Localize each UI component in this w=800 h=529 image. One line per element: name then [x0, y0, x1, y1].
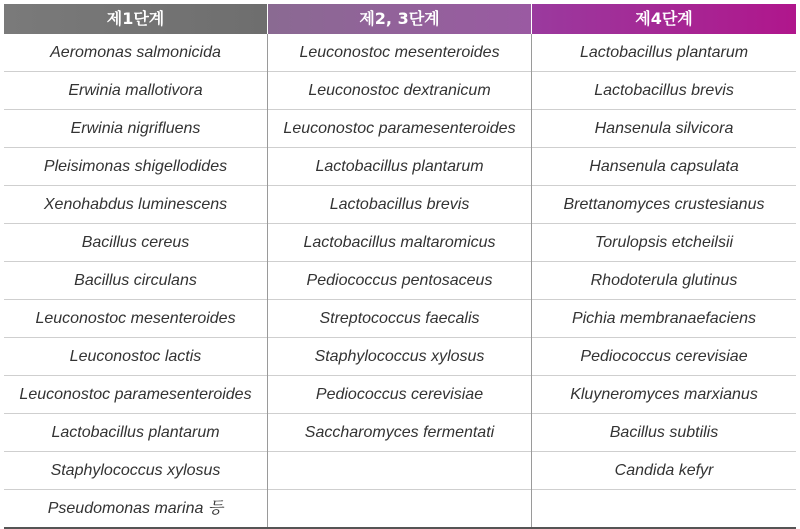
table-cell: Hansenula capsulata [532, 148, 796, 186]
table-cell: Pediococcus cerevisiae [268, 376, 531, 414]
table-cell: Lactobacillus plantarum [268, 148, 531, 186]
table-cell: Bacillus circulans [4, 262, 267, 300]
table-cell: Rhodoterula glutinus [532, 262, 796, 300]
table-cell: Bacillus subtilis [532, 414, 796, 452]
table-cell: Pleisimonas shigellodides [4, 148, 267, 186]
table-cell: Staphylococcus xylosus [4, 452, 267, 490]
table-body [4, 34, 796, 529]
table-cell: Candida kefyr [532, 452, 796, 490]
table-cell: Leuconostoc lactis [4, 338, 267, 376]
table-cell [532, 490, 796, 527]
column-stage-1 [4, 34, 268, 527]
table-cell: Saccharomyces fermentati [268, 414, 531, 452]
table-cell: Lactobacillus plantarum [532, 34, 796, 72]
table-cell: Aeromonas salmonicida [4, 34, 267, 72]
table-cell: Leuconostoc paramesenteroides [268, 110, 531, 148]
table-cell: Bacillus cereus [4, 224, 267, 262]
table-cell: Leuconostoc mesenteroides [268, 34, 531, 72]
table-cell: Lactobacillus plantarum [4, 414, 267, 452]
header-stage-4: 제4단계 [532, 4, 796, 34]
table-cell [268, 452, 531, 490]
column-stage-2-3 [268, 34, 532, 527]
table-cell: Pseudomonas marina 등 [47, 500, 224, 517]
header-stage-1: 제1단계 [4, 4, 268, 34]
table-cell: Lactobacillus brevis [532, 72, 796, 110]
table-cell: Streptococcus faecalis [268, 300, 531, 338]
table-cell: Leuconostoc mesenteroides [4, 300, 267, 338]
table-cell: Staphylococcus xylosus [268, 338, 531, 376]
table-cell: Brettanomyces crustesianus [532, 186, 796, 224]
column-stage-4 [532, 34, 796, 527]
table-cell: Lactobacillus brevis [268, 186, 531, 224]
table-cell: Leuconostoc paramesenteroides [4, 376, 267, 414]
table-cell: Torulopsis etcheilsii [532, 224, 796, 262]
table-header [4, 4, 796, 34]
table-cell: Xenohabdus luminescens [4, 186, 267, 224]
table-cell: Erwinia nigrifluens [4, 110, 267, 148]
header-stage-2-3: 제2, 3단계 [268, 4, 532, 34]
table-cell: Pediococcus pentosaceus [268, 262, 531, 300]
table-cell: Pediococcus cerevisiae [532, 338, 796, 376]
table-cell: Lactobacillus maltaromicus [268, 224, 531, 262]
table-cell: Hansenula silvicora [532, 110, 796, 148]
table-cell: Pichia membranaefaciens [532, 300, 796, 338]
table-cell [268, 490, 531, 527]
table-cell: Leuconostoc dextranicum [268, 72, 531, 110]
stage-table [4, 4, 796, 529]
table-cell: Kluyneromyces marxianus [532, 376, 796, 414]
table-cell: Erwinia mallotivora [4, 72, 267, 110]
